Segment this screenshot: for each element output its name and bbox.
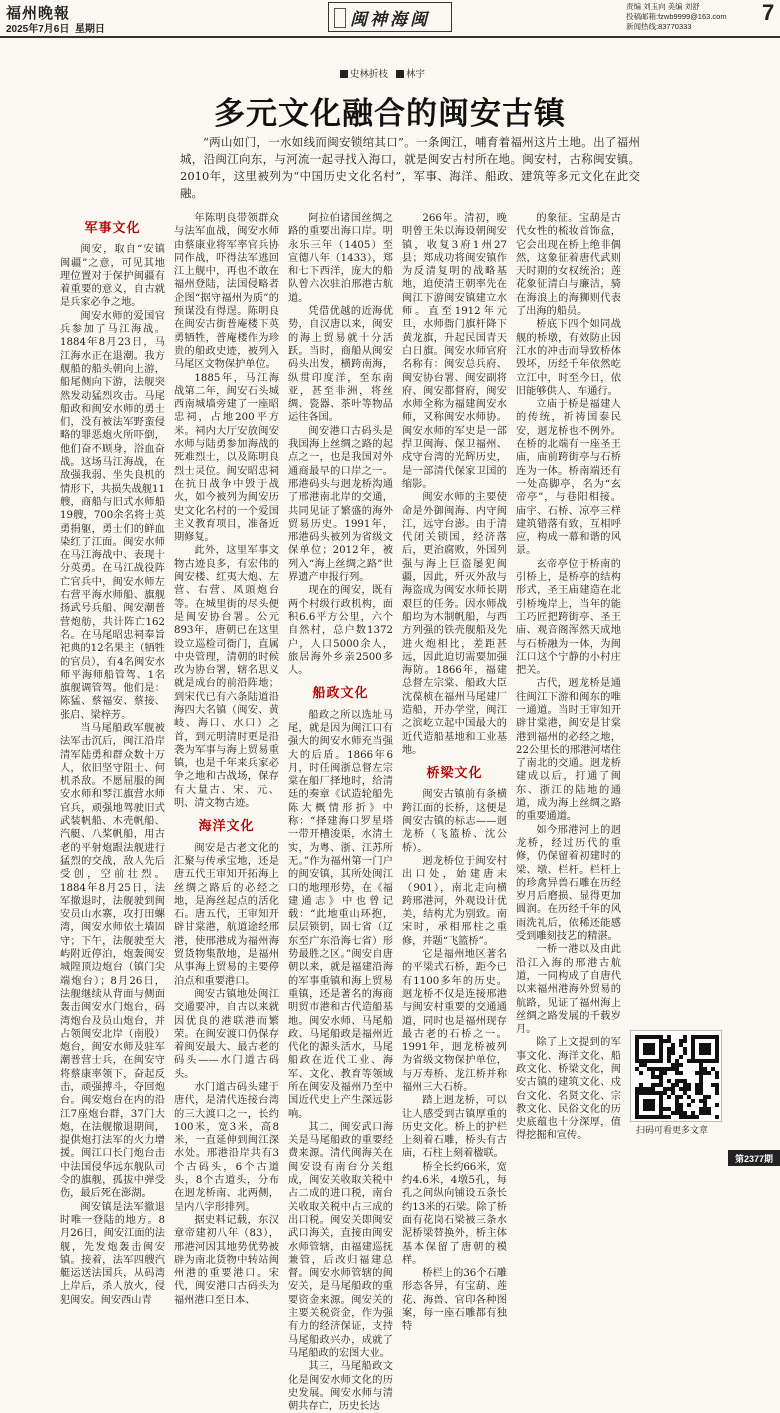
qr-module — [639, 1071, 643, 1075]
article-column-2 — [174, 212, 279, 1306]
qr-module — [679, 1071, 683, 1075]
paragraph: 闽安水师的主要使命是外御闽海、内守闽江，远守台澎。由于清代闭关锁国，经济落后，更治腐败，外国列强与海上巨盗屡犯闽疆，因此，歼灭外敌与海盗成为闽安水师长期艰巨的任务。因水师战船均为木制帆船，与西方列强的铁壳舰船及先进火炮相比，差距甚远，因此迫切需要加强海防。1866年，福建总督左宗棠、船政大臣沈葆桢在福州马尾建厂造船，开办学堂，闽江之滨屹立起中国最大的近代造船基地和工业基地。 — [402, 492, 507, 756]
qr-caption: 扫码可看更多文章 — [636, 1126, 709, 1136]
paragraph: 闽安水师的爱国官兵参加了马江海战。1884年8月23日，马江海水正在退潮。我方舰船的船头朝向上游，船尾侧向下游，法舰突然发动猛烈攻击。马尾船政和闽安水师的勇士们，没有被法军野蛮侵略的罪恶炮火所吓倒，他们奋不顾身，浴血奋战。这场马江海战，在敌强我弱、坐失良机的情形下，共损失战舰11艘，商船与旧式水师船19艘，700余名将士英勇捐躯，勇士们的鲜血染红了江面。闽安水师在马江海战中、表现十分英勇。在马江战役阵亡官兵中，闽安水师左右营平海水师船、旗舰扬武号兵船、闽安潮普营炮舫，共计阵亡162名。在马尾昭忠祠奉旨祀典的12名果主（牺牲的官员），有4名闽安水师平海师船管驾、1名旗舰调管驾。他们是：陈猛、蔡福安、蔡接、张启、梁梓芳。 — [60, 310, 165, 721]
qr-module — [707, 1051, 711, 1055]
qr-code-icon[interactable] — [630, 1030, 722, 1122]
qr-module — [715, 1115, 719, 1119]
article-body — [60, 212, 780, 1413]
paragraph: 除了上文提到的军事文化、海洋文化、船政文化、桥梁文化，闽安古镇的建筑文化、戍台文化、名贤文化、宗教文化、民俗文化的历史底蕴也十分深厚，值得挖掘和宣传。 — [516, 1037, 621, 1142]
paragraph: 闽安港口古码头是我国海上丝绸之路的起点之一，也是我国对外通商最早的口岸之一。邢港码头与迥龙桥沟通了邢港南北岸的交通，共同见证了繁盛的海外贸易历史。1991年，邢港码头被列为省级文保单位；2012年，被列入“海上丝绸之路”世界遗产申报行列。 — [288, 425, 393, 584]
qr-module — [715, 1075, 719, 1079]
paragraph: 一桥一港以及由此沿江入海的邢港古航道，一同构成了自唐代以来福州港海外贸易的航路，见证了福州海上丝绸之路发展的千载岁月。 — [516, 944, 621, 1036]
paragraph: 1885年，马江海战第二年，闽安石头城西南城墙旁建了一座昭忠祠，占地200平方米。祠内大厅安放闽安水师与陆勇参加海战的死难烈士，以及陈明良烈士灵位。闽安昭忠祠在抗日战争中毁于战火，如今被列为闽安历史文化名村的一个爱国主义教育项目，准备近期修复。 — [174, 372, 279, 544]
paragraph: 266年。清初，晚明曾王朱以海设朝闽安镇，收复3府1州27县；郑成功将闽安镇作为反清复明的战略基地，迫使清王朝率先在闽江下游闽安镇建立水师。直至1912年元旦，水师衙门旗杆降下黄龙旗，升起民国青天白日旗。闽安水师官府名称有：闽安总兵府、闽安协台署、闽安副将府、闽安都督府，闽安水师全称为福建闽安水师，又称闽安水师协。闽安水师的军史是一部捍卫闽海、保卫福州、戍守台湾的光辉历史，是一部清代保家卫国的缩影。 — [402, 213, 507, 490]
qr-module — [715, 1091, 719, 1095]
paragraph: 立庙于桥是福建人的传统，祈祷国泰民安，迥龙桥也不例外。在桥的北端有一座圣王庙，庙前跨街亭与石桥连为一体。桥南端还有一处高脚亭，名为“玄帝亭”，与巷阳相接。庙宇、石桥、凉亭三样建筑错落有致，互相呼应，构成一幕和谐的风景。 — [516, 399, 621, 557]
qr-module — [651, 1051, 655, 1055]
section-heading: 军事文化 — [84, 221, 141, 236]
paragraph: 桥底下四个如同战舰的桥墩，有效防止因江水的冲击而导致桥体毁坏，历经千年依然屹立江中，时至今日，依旧能够供人、车通行。 — [516, 319, 621, 397]
paragraph: 其二，闽安武口海关是马尾船政的重要经费来源。清代闽海关在闽安设有南台分关组成，闽安关收取关税中占二成的进口税，南台关收取关税中占三成的出口税。闽安关即闽安武口海关，直接由闽安水师管辖，由福建巡抚兼管，后改归福建总督。闽安水师管辖的闽安关，是马尾船政的重要资金来源。闽安关的主要关税资金，作为强有力的经济保证，支持马尾船政兴办，成就了马尾船政的宏图大业。 — [288, 1121, 393, 1359]
qr-module — [663, 1071, 667, 1075]
article-column-1 — [60, 212, 165, 1306]
qr-module — [687, 1087, 691, 1091]
qr-module — [651, 1107, 655, 1111]
author-tag: 林宇 — [396, 66, 425, 80]
paragraph: 此外，这里军事文物古迹良多，有宏伟的闽安楼、红夷大炮、左营、右营、凤頭炮台等。在城里街的尽头便是闽安协台署。公元893年，唐朝已在这里设立巡检司衙门，直属中央管理，清朝的时候改为协台署，辖名思义就是成台的前沿阵地；到宋代已有六条陆道沿海四大名镇（闽安、黄岐、海口、水口）之首，到元明清时更是沿袭为军事与海上贸易重镇，也是千年来兵家必争之地和古战场，保存有大量古、宋、元、明、清文物古迹。 — [174, 545, 279, 810]
article-intro: “两山如门，一水如线而闽安锁绾其口”。一条闽江，哺育着福州这片土地。出了福州城，沿闽江向东，与河流一起寻找入海口，就是闽安古村所在地。闽安村，古称闽安镇。2010年，这里被列为“中国历史文化名村”，军事、海洋、船政、建筑等多元文化在此交融。 — [180, 135, 640, 200]
qr-module — [659, 1059, 663, 1063]
byline — [340, 66, 425, 80]
paragraph: 阿拉伯诸国丝绸之路的重要出海口岸。明永乐三年（1405）至宣德八年（1433），郑和七下西洋，庞大的船队曾六次驻泊邢港古航道。 — [288, 213, 393, 304]
qr-module — [671, 1051, 675, 1055]
paragraph: 闽安镇是法军撤退时唯一登陆的地方。8月26日，闽安江面的法舰，先发炮轰击闽安镇。接着，法军四艘汽艇运送法国兵，从码湾上岸后，杀人放火，侵犯闽安。闽安西山青 — [60, 1201, 165, 1306]
paragraph: 其三，马尾船政文化是闽安水师文化的历史发展。闽安水师与清朝共存亡，历史长达 — [288, 1361, 393, 1413]
qr-module — [715, 1059, 719, 1063]
editor-info — [626, 2, 727, 32]
qr-module — [707, 1071, 711, 1075]
page-number: 7 — [762, 0, 775, 25]
paragraph: 如今邢港河上的迥龙桥，经过历代的重修，仍保留着初建时的梁、墩、栏杆。栏杆上的珍禽异兽石雕在历经岁月后磨损、显得更加圆润。在历经千年的风雨洗礼后，依稀还能感受到雕刻技艺的精湛。 — [516, 824, 621, 943]
qr-module — [667, 1095, 671, 1099]
paragraph: 当马尾船政军舰被法军击沉后，闽江沿岸清军陆勇和群众数十万人，依旧坚守阻士、何机杀敌。不愿屈服的闽安水师和琴江旗营水师官兵，顽强地驾驶旧式武装帆船、木壳帆船、汽艇、八桨帆船，用古老的平射炮跟法舰进行猛烈的交战，敌人先后受创，空前壮烈。1884年8月25日，法军撤退时，法舰驶到闽安员山水寨，攻打田螺湾，闽安水师依土墙固守；下午，法舰驶至大屿附近停泊，炮轰闽安城隍顶边炮台（镇门尖端炮台）；8月26日，法舰继续从背面与侧面轰击闽安水门炮台，码湾炮台及员山炮台，并占领闽安北岸（南股）炮台，闽安水师及驻军潮普营士兵，在闽安守将蔡康率领下，奋起反击，顽强搏斗，夺回炮台。闽安炮台在内的沿江7座炮台群，37门大炮，在法舰撤退期间，提供炮打法军的火力增援。闽江口长门炮台击中法国侵华远东舰队司令的旗舰，孤拔中弹受伤，最后死在澎湖。 — [60, 722, 165, 1200]
paragraph: 的象征。宝葫是古代女性的梳妆首饰盒，它会出现在桥上绝非偶然，这象征着唐代武则天时期的女权统治；莲花象征清白与廉洁，骑在海浪上的海狮则代表了出海的船员。 — [516, 213, 621, 318]
qr-module — [695, 1115, 699, 1119]
qr-module — [687, 1103, 691, 1107]
paragraph: 年陈明良带领群众与法军血战，闽安水师由蔡康业将军率官兵协同作战，吓得法军逃回江上舰中，再也不敢在福州登陆，法国侵略者企图“据守福州为质”的预谋没有得逞。陈明良在闽安古街普庵楼下英勇牺牲，普庵楼作为珍贵的船政史迹，被列入马尾区文物保护单位。 — [174, 213, 279, 371]
article-column-5 — [516, 212, 621, 1162]
paragraph: 桥全长约66米，宽约4.6米，4墩5孔，每孔之间纵向铺设五条长约13米的石梁。除了桥面有花岗石梁被三条水泥桥梁替换外，桥主体基本保留了唐朝的模样。 — [402, 1161, 507, 1266]
qr-module — [707, 1095, 711, 1099]
paragraph: 古代，迥龙桥是通往闽江下游和闽东的唯一通道。当时王审知开辟甘棠港，闽安是甘棠港到福州的必经之地，22公里长的邢港河堵住了南北的交通。迥龙桥建成以后，打通了闽东、浙江的陆地的通道，成为海上丝绸之路的重要通道。 — [516, 678, 621, 823]
section-heading: 船政文化 — [312, 686, 369, 702]
section-title: 闽神海闽 — [350, 9, 430, 30]
issue-weekday: 星期日 — [74, 24, 105, 35]
masthead — [0, 0, 780, 38]
qr-module — [679, 1055, 683, 1059]
section-heading: 海洋文化 — [198, 819, 255, 835]
seal-icon — [334, 8, 346, 28]
qr-module — [691, 1099, 695, 1103]
paragraph: 踏上迥龙桥，可以让人感受到古镇厚重的历史文化。桥上的护栏上刻着石雕，桥头有古庙，石柱上刻着楹联。 — [402, 1095, 507, 1160]
paragraph: 闽安古镇地处闽江交通要冲，自古以来就因优良的港联港而繁荣。在闽安渡口仍保存着闽安最大、最古老的码头——水门道古码头。 — [174, 988, 279, 1080]
qr-module — [707, 1111, 711, 1115]
article-column-3 — [288, 212, 393, 1413]
submission-email: 投稿邮箱:fzwb9999@163.com — [626, 12, 727, 21]
paragraph: 闽安是古老文化的汇聚与传承宝地，还是唐五代王审知开拓海上丝绸之路后的必经之地，是海丝起点的活化石。唐五代，王审知开辟甘棠港，航道途经邢港，使邢港成为福州海贸货物集散地，是福州从事海上贸易的主要停泊点和重要港口。 — [174, 842, 279, 987]
paragraph: 船政之所以选址马尾，就是因为闽江口有强大的闽安水师充当强大的后盾。1866年6月，时任闽浙总督左宗棠在船厂择地时，给清廷的奏章《试造轮船先陈大概情形折》中称：“择建海口罗星塔一带开槽浚渠，水清土实，为粤、浙、江苏所无。”作为福州第一门户的闽安镇，其所处闽江口的地理形势，在《福建通志》中也曾记载：“此地重山环抱，层层锁钥，固七省（辽东至广东沿海七省）形势最胜之区。”闽安自唐朝以来，就是福建沿海的军事重镇和海上贸易重镇，还是著名的海商明贸市港和古代造船基地。闽安水师、马尾船政、马尾船政是福州近代化的源头活水，马尾船政在近代工业、海军、文化、教育等领域所在闽安及福州乃至中国近代史上产生深远影响。 — [288, 709, 393, 1120]
paragraph: 闽安，取自“安镇闽疆”之意，可见其地理位置对于保护闽疆有着重要的意义，自古就是兵家必争之地。 — [60, 244, 165, 309]
editor-credit: 责编 刘玉向 美编 刘舒 — [626, 2, 700, 11]
paragraph: 现在的闽安，既有两个村级行政机构，面积6.6平方公里，六个自然村，总户数1372户，人口5000余人，旅居海外乡亲2500多人。 — [288, 585, 393, 677]
paragraph: 迥龙桥位于闽安村出口处，始建唐末（901），南北走向横跨邢港河，外观设计优美，结构尤为别致。南宋时，承相邢柱之重修，并题“飞篮桥”。 — [402, 855, 507, 947]
issue-code: 第2377期 — [728, 1150, 780, 1166]
paragraph: 它是福州地区著名的平梁式石桥，距今已有1100多年的历史。迥龙桥不仅是连接邢港与闽安村重要的交通通道，同时也是福州现存最古老的石桥之一。1991年，迥龙桥被列为省级文物保护单位，与万寿桥、龙江桥并称福州三大石桥。 — [402, 949, 507, 1093]
square-bullet-icon — [396, 70, 404, 78]
qr-module — [679, 1063, 683, 1067]
qr-module — [679, 1095, 683, 1099]
issue-date: 2025年7月6日 — [6, 24, 70, 35]
article-column-4 — [402, 212, 507, 1333]
paragraph: 闽安古镇前有条横跨江面的长桥，这便是闽安古镇的标志——迥龙桥（飞篮桥、沈公桥）。 — [402, 789, 507, 854]
issue-date-line — [6, 20, 105, 35]
paragraph: 玄帝亭位于桥南的引桥上，是桥亭的结构形式，圣王庙建造在北引桥堍岸上，当年的能工巧匠把跨街亭、圣王庙、观音阁浑然天成地与石桥融为一体，为闽江口这个宁静的小村庄把关。 — [516, 558, 621, 677]
section-heading: 桥梁文化 — [426, 766, 483, 782]
paragraph: 桥栏上的36个石雕形态各异，有宝葫、莲花、海兽、官印各种图案，每一座石雕都有独特 — [402, 1268, 507, 1333]
qr-module — [683, 1051, 687, 1055]
news-hotline: 新闻热线:83770333 — [626, 22, 692, 31]
square-bullet-icon — [340, 70, 348, 78]
qr-module — [667, 1115, 671, 1119]
qr-module — [715, 1103, 719, 1107]
column-tag: 史林折枝 — [340, 66, 388, 80]
qr-module — [683, 1039, 687, 1043]
paragraph: 水门道古码头建于唐代，是清代连接台湾的三大渡口之一，长约100米，宽3米，高8米，一直延伸到闽江深水处。邢港沿岸共有3个古码头，6个古道头，8个古道头，分布在迥龙桥南、北两侧，呈内八字形排列。 — [174, 1082, 279, 1213]
article-headline: 多元文化融合的闽安古镇 — [214, 96, 566, 132]
paragraph: 据史料记载，东汉章帝建初八年（83），邢港河因其地势优势被辟为南北货物中转站闽州港的重要港口。宋代，闽安港口古码头为福州港口至日本、 — [174, 1214, 279, 1306]
section-logo — [328, 2, 452, 32]
newspaper-name: 福州晚報 — [6, 4, 71, 22]
paragraph: 凭借优越的近海优势，自汉唐以来，闽安的海上贸易就十分活跃。当时，商船从闽安码头出发，横跨南海，纵贯印度洋，至东南亚，甚至非洲，将丝绸、瓷器、茶叶等物品运往各国。 — [288, 306, 393, 424]
